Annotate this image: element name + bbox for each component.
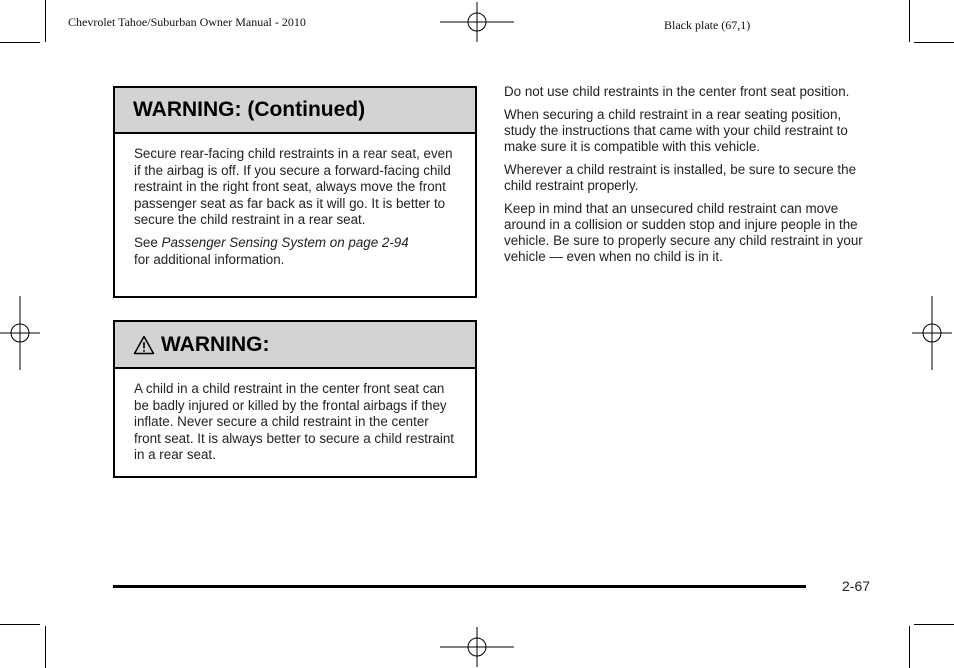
crop-mark xyxy=(45,0,46,42)
page-number: 2-67 xyxy=(842,578,871,594)
warning-header xyxy=(115,322,475,369)
plate-info: Black plate (67,1) xyxy=(664,18,751,32)
body-paragraph: Wherever a child restraint is installed, be sure to secure the child restraint properly. xyxy=(504,162,857,193)
crop-mark xyxy=(45,626,46,668)
warning-continued-body xyxy=(115,134,475,278)
body-paragraph: When securing a child restraint in a rear seating position, study the instructions that came with your child restraint to make sure it is compatible with this vehicle. xyxy=(504,107,848,154)
crop-mark xyxy=(909,626,910,668)
registration-mark-icon xyxy=(440,2,514,42)
warning-body xyxy=(115,369,475,474)
crop-mark xyxy=(914,624,954,625)
footer-rule xyxy=(113,585,806,588)
see-reference-paragraph xyxy=(134,235,459,268)
warning-continued-title: WARNING: (Continued) xyxy=(115,88,475,134)
crop-mark xyxy=(0,42,40,43)
registration-mark-icon xyxy=(0,296,40,370)
crop-mark xyxy=(914,42,954,43)
warning-continued-box xyxy=(113,86,477,298)
see-prefix: See xyxy=(134,234,162,250)
crop-mark xyxy=(909,0,910,42)
right-column xyxy=(504,84,872,272)
crop-mark xyxy=(0,624,40,625)
passenger-sensing-link[interactable]: Passenger Sensing System on page 2-94 xyxy=(161,234,409,250)
warning-paragraph: A child in a child restraint in the center front seat can be badly injured or killed by the frontal airbags if they inflate. Never secure a child restraint in the center front seat. It is always better to secure a child restraint in a rear seat. xyxy=(134,381,455,463)
registration-mark-icon xyxy=(440,627,514,667)
body-paragraph: Keep in mind that an unsecured child restraint can move around in a collision or sudden stop and injure people in the vehicle. Be sure to properly secure any child restraint in your vehicle — even when no child is in it. xyxy=(504,201,863,264)
manual-title: Chevrolet Tahoe/Suburban Owner Manual - 2010 xyxy=(68,15,306,29)
warning-continued-paragraph: Secure rear-facing child restraints in a rear seat, even if the airbag is off. If you secure a forward-facing child restraint in the right front seat, always move the front passenger seat as far back as it will go. It is better to secure the child restraint in a rear seat. xyxy=(134,146,453,228)
see-suffix: for additional information. xyxy=(134,251,285,267)
registration-mark-icon xyxy=(912,296,952,370)
warning-triangle-icon xyxy=(133,335,155,355)
warning-box xyxy=(113,320,477,478)
body-paragraph: Do not use child restraints in the center front seat position. xyxy=(504,84,850,99)
warning-title: WARNING: xyxy=(161,332,270,356)
